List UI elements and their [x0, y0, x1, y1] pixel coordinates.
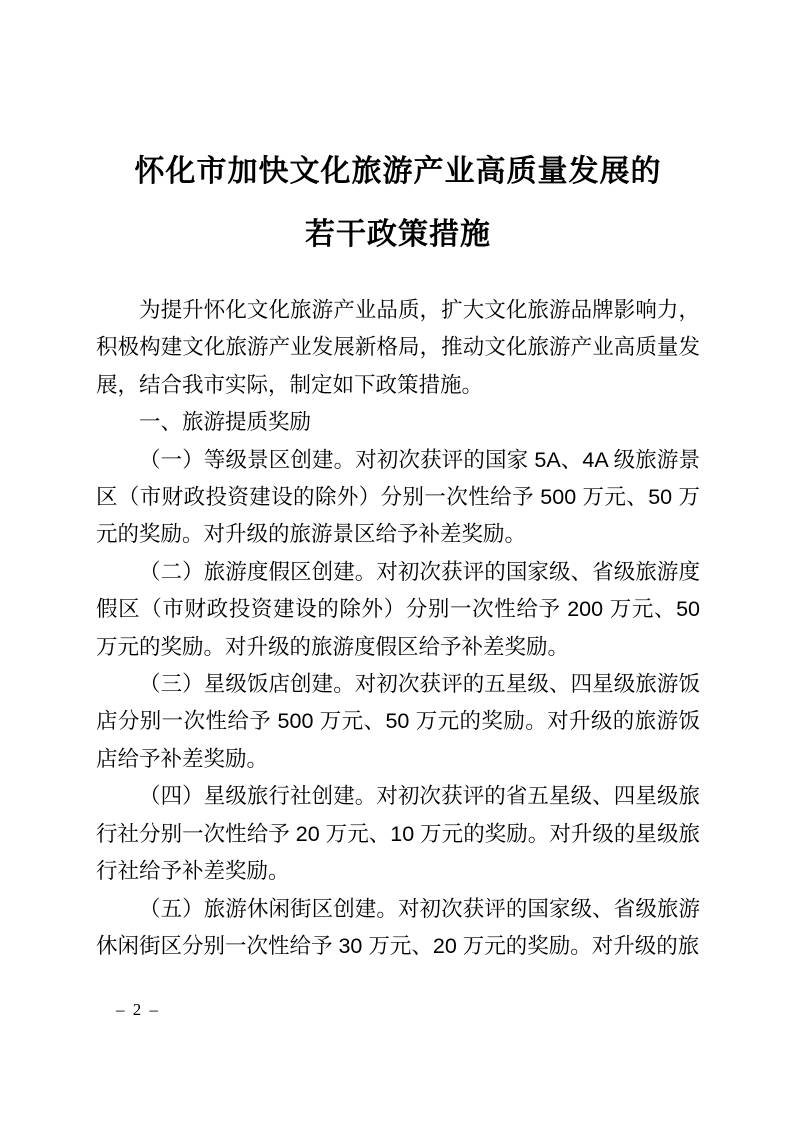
intro-paragraph: 为提升怀化文化旅游产业品质，扩大文化旅游品牌影响力，积极构建文化旅游产业发展新格局，推动文化旅游产业高质量发展，结合我市实际，制定如下政策措施。 — [96, 298, 700, 397]
section-heading-tourism-quality-rewards: 一、旅游提质奖励 — [139, 410, 312, 435]
policy-item-4-travel-agency: （四）星级旅行社创建。对初次获评的省五星级、四星级旅行社分别一次性给予 20 万元、10 万元的奖励。对升级的星级旅行社给予补差奖励。 — [96, 784, 700, 884]
page-number: – 2 – — [116, 1000, 160, 1019]
policy-item-3-star-hotel: （三）星级饭店创建。对初次获评的五星级、四星级旅游饭店分别一次性给予 500 万元、50 万元的奖励。对升级的旅游饭店给予补差奖励。 — [96, 672, 700, 771]
document-title-line-2: 若干政策措施 — [305, 218, 491, 251]
document-title-line-1: 怀化市加快文化旅游产业高质量发展的 — [134, 155, 662, 188]
policy-item-1-scenic-area: （一）等级景区创建。对初次获评的国家 5A、4A 级旅游景区（市财政投资建设的除外）分别一次性给予 500 万元、50 万元的奖励。对升级的旅游景区给予补差奖励。 — [96, 447, 700, 547]
document-title — [96, 140, 700, 266]
policy-item-2-resort-area: （二）旅游度假区创建。对初次获评的国家级、省级旅游度假区（市财政投资建设的除外）分别一次性给予 200 万元、50 万元的奖励。对升级的旅游度假区给予补差奖励。 — [96, 559, 700, 659]
document-body — [96, 292, 700, 965]
policy-item-5-leisure-block: （五）旅游休闲街区创建。对初次获评的国家级、省级旅游休闲街区分别一次性给予 30 万元、20 万元的奖励。对升级的旅 — [96, 896, 700, 958]
